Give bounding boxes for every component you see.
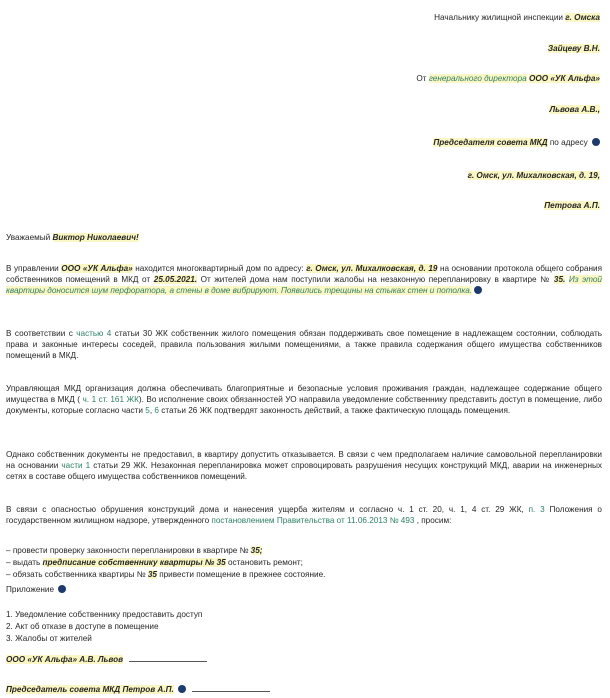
header-address: г. Омск, ул. Михалковская, д. 19, — [467, 171, 600, 180]
signature-org: ООО «УК Альфа» А.В. Львов — [6, 654, 207, 665]
paragraph-3: Управляющая МКД организация должна обеспечивать благоприятные и безопасные условия проживания граждан, надлежащее содержание общего имущества в МКД ( ч. 1 ст. 161 ЖК). Во исполнение своих обязанностей УО направила уведомление собственнику представить доступ в помещение, либо документы, которые согласно части 5, 6 статьи 26 ЖК подтвердят законность действий, а также фактическую площадь помещения. — [6, 384, 602, 415]
law-link[interactable]: ч. 1 ст. 161 ЖК — [82, 395, 139, 404]
attachments-label: Приложение — [6, 584, 66, 595]
header-city: г. Омска — [565, 13, 600, 22]
paragraph-4: Однако собственник документы не предоставил, в квартиру допустить отказывается. В связи с чем предполагаем наличие самовольной перепланировки на основании части 1 статьи 29 ЖК. Незаконная перепланировка может спровоцировать разрушения несущих конструкций МКД, аварии на инженерных сетях в составе общего имущества собственников помещений. — [6, 450, 602, 481]
paragraph-1: В управлении ООО «УК Альфа» находится многоквартирный дом по адресу: г. Омск, ул. Михалковская, д. 19 на основании протокола общего собрания собственников помещений в МКД от 25.05.2021. От жителей дома нам поступили жалобы на незаконную перепланировку в квартире № 35. Из этой квартиры доносится шум перфоратора, а стены в доме вибрируют. Появились трещины на стыках стен и потолка. — [6, 264, 603, 295]
attachment-item: 2. Акт об отказе в доступе в помещение — [6, 622, 159, 631]
attachment-item: 1. Уведомление собственнику предоставить доступ — [6, 610, 203, 619]
signature-line — [192, 685, 270, 692]
comment-marker-icon[interactable] — [474, 286, 482, 294]
header-chairman: Председателя совета МКД по адресу — [433, 137, 600, 148]
law-link[interactable]: постановлением Правительства от 11.06.2013 № 493 — [211, 516, 415, 525]
paragraph-5: В связи с опасностью обрушения конструкций дома и нанесения ущерба жителям и согласно ч. 1 ст. 20, ч. 1, 4 ст. 29 ЖК, п. 3 Положения о государственном жилищном надзоре, утвержденного постановлением Правительства от 11.06.2013 № 493 , просим: — [6, 505, 602, 525]
law-link[interactable]: частью 4 — [76, 329, 112, 338]
header-sender: Львова А.В., — [549, 105, 600, 114]
signature-line — [129, 655, 207, 662]
law-link[interactable]: части 1 — [61, 461, 91, 470]
comment-marker-icon[interactable] — [58, 585, 66, 593]
comment-marker-icon[interactable] — [178, 685, 186, 693]
request-item: – провести проверку законности перепланировки в квартире № 35; — [6, 546, 263, 555]
law-link[interactable]: п. 3 — [528, 505, 545, 514]
law-link[interactable]: 6 — [154, 406, 159, 415]
header-recipient: Зайцеву В.Н. — [547, 44, 600, 53]
request-item: – выдать предписание собственнику квартиры № 35 остановить ремонт; — [6, 558, 303, 567]
signature-chairman: Председатель совета МКД Петров А.П. — [6, 684, 270, 695]
header-from: От генерального директора ООО «УК Альфа» — [416, 74, 600, 83]
paragraph-2: В соответствии с частью 4 статьи 30 ЖК собственник жилого помещения обязан поддерживать свое помещение в надлежащем состоянии, соблюдать права и законные интересы соседей, правила пользования жилыми помещениями, а также правила содержания общего имущества собственников помещений в МКД. — [6, 329, 603, 360]
greeting: Уважаемый Виктор Николаевич! — [6, 233, 139, 242]
law-link[interactable]: 5 — [145, 406, 150, 415]
request-item: – обязать собственника квартиры № 35 привести помещение в прежнее состояние. — [6, 570, 326, 579]
header-chairman-name: Петрова А.П. — [544, 201, 600, 210]
header-line-1: Начальнику жилищной инспекции г. Омска — [434, 13, 600, 22]
attachment-item: 3. Жалобы от жителей — [6, 634, 92, 643]
comment-marker-icon[interactable] — [592, 138, 600, 146]
